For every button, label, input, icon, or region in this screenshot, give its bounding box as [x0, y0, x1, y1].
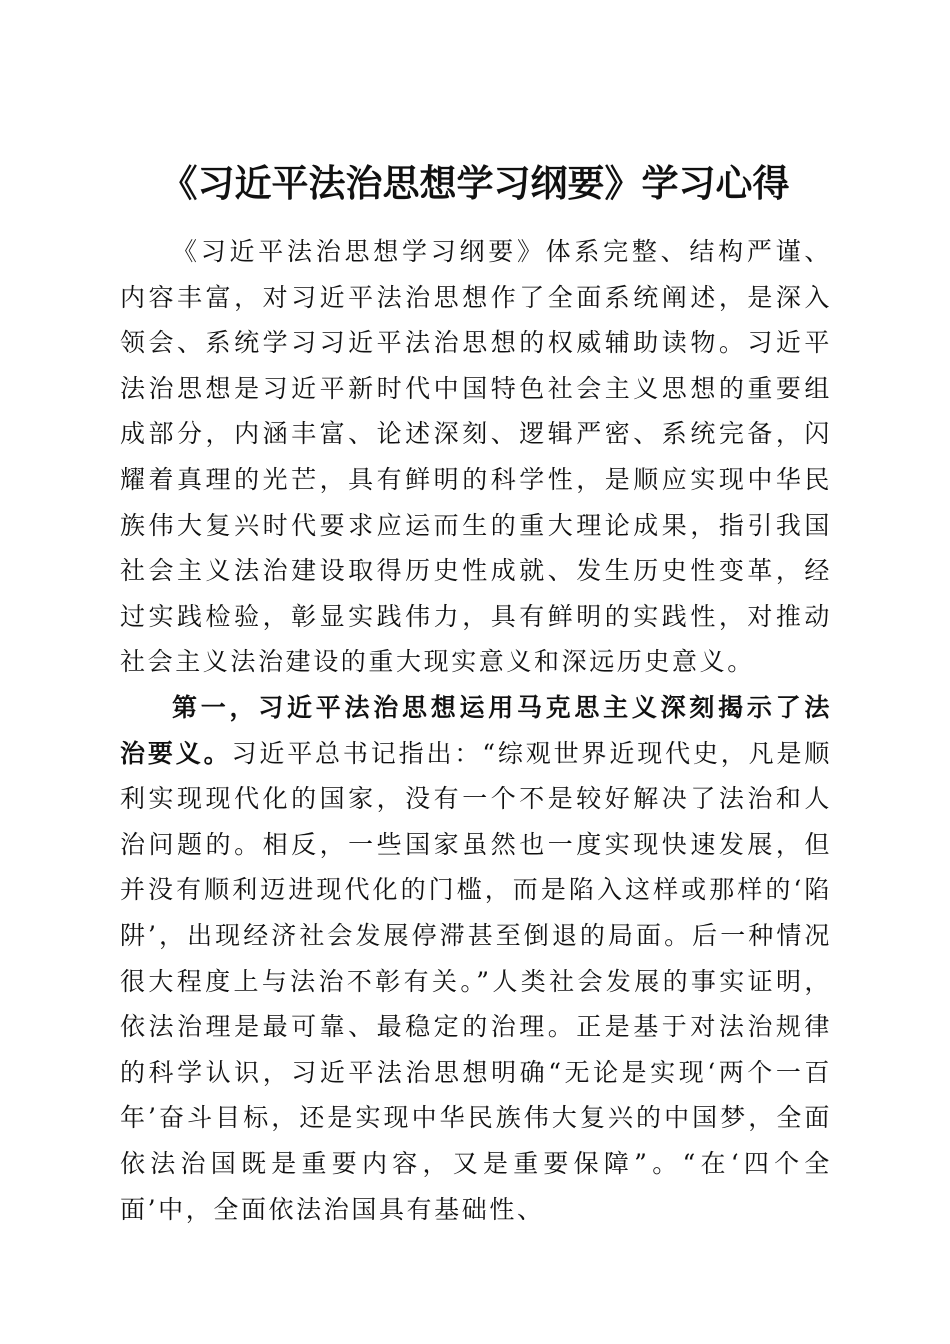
paragraph-first-point [120, 685, 832, 1232]
document-title: 《习近平法治思想学习纲要》学习心得 [160, 160, 790, 205]
paragraph-intro [120, 229, 832, 685]
paragraph-lead-sentence: 第一，习近平法治思想运用马克思主义深刻揭示了法治要义。 [120, 693, 832, 768]
paragraph-intro-text: 《习近平法治思想学习纲要》体系完整、结构严谨、内容丰富，对习近平法治思想作了全面系统阐述，是深入领会、系统学习习近平法治思想的权威辅助读物。习近平法治思想是习近平新时代中国特色社会主义思想的重要组成部分，内涵丰富、论述深刻、逻辑严密、系统完备，闪耀着真理的光芒，具有鲜明的科学性，是顺应实现中华民族伟大复兴时代要求应运而生的重大理论成果，指引我国社会主义法治建设取得历史性成就、发生历史性变革，经过实践检验，彰显实践伟力，具有鲜明的实践性，对推动社会主义法治建设的重大现实意义和深远历史意义。 [120, 237, 832, 677]
paragraph-first-point-text: 习近平总书记指出：“综观世界近现代史，凡是顺利实现现代化的国家，没有一个不是较好解决了法治和人治问题的。相反，一些国家虽然也一度实现快速发展，但并没有顺利迈进现代化的门槛，而是陷入这样或那样的‘陷阱’，出现经济社会发展停滞甚至倒退的局面。后一种情况很大程度上与法治不彰有关。”人类社会发展的事实证明，依法治理是最可靠、最稳定的治理。正是基于对法治规律的科学认识，习近平法治思想明确“无论是实现‘两个一百年’奋斗目标，还是实现中华民族伟大复兴的中国梦，全面依法治国既是重要内容，又是重要保障”。“在‘四个全面’中，全面依法治国具有基础性、 [120, 738, 833, 1224]
